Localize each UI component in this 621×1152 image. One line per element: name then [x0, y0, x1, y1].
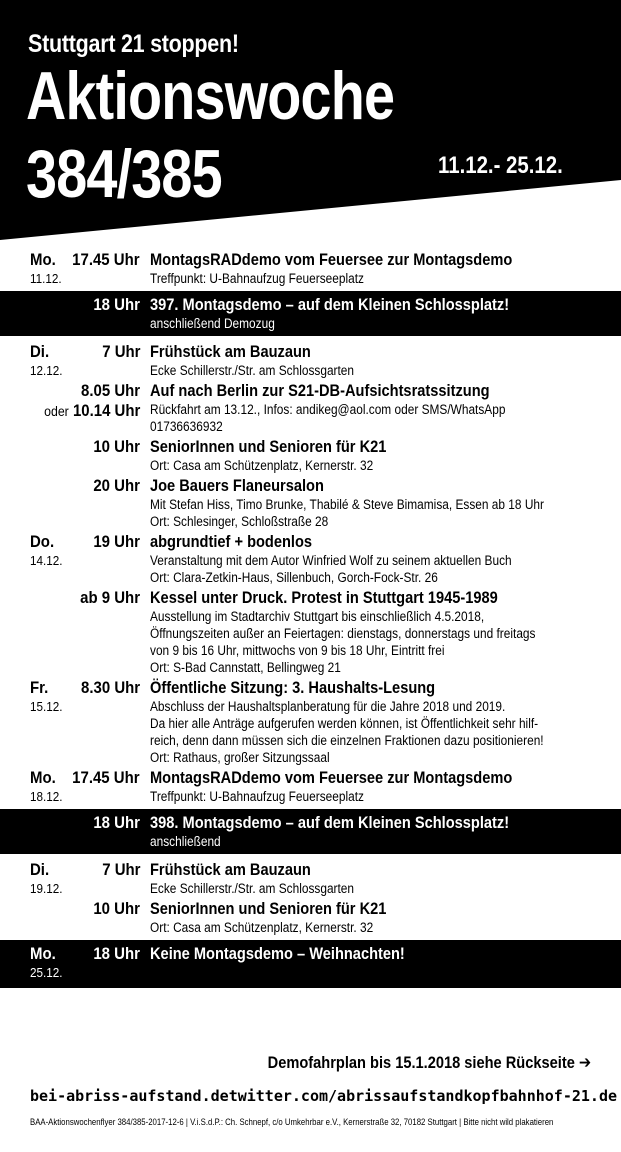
- event-when: [0, 899, 150, 936]
- event-row: [0, 678, 621, 768]
- event-details: [150, 437, 621, 474]
- footer-link-twitter[interactable]: twitter.com/abrissaufstand: [228, 1087, 464, 1105]
- event-date: 12.12.: [30, 363, 63, 378]
- event-title: MontagsRADdemo vom Feuersee zur Montagsdemo: [150, 768, 513, 787]
- event-when: [0, 476, 150, 530]
- event-when: [0, 437, 150, 474]
- header-dates: 11.12.- 25.12.: [438, 152, 563, 179]
- header-banner: [0, 0, 621, 240]
- event-title: Frühstück am Bauzaun: [150, 860, 311, 879]
- footer-links: [30, 1087, 618, 1105]
- event-when: [0, 342, 150, 379]
- event-when: [0, 381, 150, 435]
- event-title: abgrundtief + bodenlos: [150, 532, 313, 551]
- event-time: 20 Uhr: [93, 476, 140, 495]
- event-day: Di.: [30, 342, 50, 361]
- event-time-value: 10.14 Uhr: [72, 401, 140, 420]
- event-details: [150, 250, 621, 287]
- event-row: [0, 250, 621, 289]
- event-row: [0, 342, 621, 381]
- event-time: 7 Uhr: [101, 860, 140, 879]
- event-title: Keine Montagsdemo – Weihnachten!: [150, 944, 405, 963]
- event-row: [0, 860, 621, 899]
- event-description-line: Treffpunkt: U-Bahnaufzug Feuerseeplatz: [150, 271, 364, 286]
- event-date: 14.12.: [30, 553, 63, 568]
- event-details: [150, 342, 621, 379]
- event-when: [0, 532, 150, 586]
- event-time: 18 Uhr: [93, 944, 140, 963]
- event-details: [150, 381, 621, 435]
- event-when: [0, 860, 150, 897]
- event-when: [0, 944, 150, 984]
- event-row: [0, 532, 621, 588]
- event-description-line: Ausstellung im Stadtarchiv Stuttgart bis einschließlich 4.5.2018,: [150, 609, 485, 624]
- event-details: [150, 476, 621, 530]
- event-title: Joe Bauers Flaneursalon: [150, 476, 324, 495]
- event-description-line: Ecke Schillerstr./Str. am Schlossgarten: [150, 881, 355, 896]
- event-details: [150, 678, 621, 766]
- event-description-line: Mit Stefan Hiss, Timo Brunke, Thabilé & Steve Bimamisa, Essen ab 18 Uhr: [150, 497, 544, 512]
- event-time: 7 Uhr: [101, 342, 140, 361]
- event-details: [150, 860, 621, 897]
- event-title: MontagsRADdemo vom Feuersee zur Montagsdemo: [150, 250, 513, 269]
- event-time-alt: [44, 401, 140, 421]
- event-row: [0, 291, 621, 336]
- event-description-line: Öffnungszeiten außer an Feiertagen: dienstags, donnerstags und freitags: [150, 626, 536, 641]
- event-description-line: Ort: Casa am Schützenplatz, Kernerstr. 32: [150, 920, 374, 935]
- event-details: [150, 295, 621, 332]
- footer-link-website[interactable]: bei-abriss-aufstand.de: [30, 1087, 229, 1105]
- event-title: Frühstück am Bauzaun: [150, 342, 311, 361]
- event-row: [0, 809, 621, 854]
- event-day: Fr.: [30, 678, 49, 697]
- event-when: [0, 250, 150, 287]
- event-row: [0, 476, 621, 532]
- event-description-line: von 9 bis 16 Uhr, mittwochs von 9 bis 18 Uhr, Eintritt frei: [150, 643, 445, 658]
- event-description-line: Veranstaltung mit dem Autor Winfried Wolf zu seinem aktuellen Buch: [150, 553, 512, 568]
- event-title: Auf nach Berlin zur S21-DB-Aufsichtsratssitzung: [150, 381, 490, 400]
- event-when: [0, 813, 150, 850]
- event-when: [0, 295, 150, 332]
- event-title: Öffentliche Sitzung: 3. Haushalts-Lesung: [150, 678, 436, 697]
- event-description-line: Ort: Schlesinger, Schloßstraße 28: [150, 514, 329, 529]
- event-details: [150, 944, 621, 984]
- event-description-line: Ort: S-Bad Cannstatt, Bellingweg 21: [150, 660, 341, 675]
- event-title: 397. Montagsdemo – auf dem Kleinen Schlossplatz!: [150, 295, 510, 314]
- event-day: Mo.: [30, 250, 56, 269]
- event-description-line: Ort: Rathaus, großer Sitzungssaal: [150, 750, 330, 765]
- event-title: Kessel unter Druck. Protest in Stuttgart 1945-1989: [150, 588, 498, 607]
- event-date: 15.12.: [30, 699, 63, 714]
- event-when: [0, 768, 150, 805]
- event-title: 398. Montagsdemo – auf dem Kleinen Schlossplatz!: [150, 813, 510, 832]
- event-day: Di.: [30, 860, 50, 879]
- event-spacer: [150, 964, 611, 984]
- event-time: 10 Uhr: [93, 899, 140, 918]
- event-when: [0, 678, 150, 766]
- header-title: Aktionswoche: [26, 58, 395, 134]
- event-details: [150, 768, 621, 805]
- event-time: 17.45 Uhr: [72, 250, 140, 269]
- event-list: [0, 250, 621, 994]
- event-description-line: Ort: Casa am Schützenplatz, Kernerstr. 32: [150, 458, 374, 473]
- event-description-line: Abschluss der Haushaltsplanberatung für die Jahre 2018 und 2019.: [150, 699, 506, 714]
- event-row: [0, 940, 621, 988]
- event-time: 18 Uhr: [93, 295, 140, 314]
- event-date: 25.12.: [30, 965, 63, 980]
- event-description-line: Treffpunkt: U-Bahnaufzug Feuerseeplatz: [150, 789, 364, 804]
- event-time-prefix: oder: [43, 403, 69, 419]
- event-date: 18.12.: [30, 789, 63, 804]
- event-time: 8.30 Uhr: [80, 678, 140, 697]
- event-description-line: Ort: Clara-Zetkin-Haus, Sillenbuch, Gorch-Fock-Str. 26: [150, 570, 438, 585]
- event-row: [0, 381, 621, 437]
- footer-link-kopfbahnhof[interactable]: kopfbahnhof-21.de: [463, 1087, 618, 1105]
- event-details: [150, 899, 621, 936]
- event-day: Do.: [30, 532, 55, 551]
- event-details: [150, 588, 621, 676]
- event-details: [150, 532, 621, 586]
- imprint: BAA-Aktionswochenflyer 384/385-2017-12-6 | V.i.S.d.P.: Ch. Schnepf, c/o Umkehrbar e.V., Kernerstraße 32, 70182 Stuttgart | Bitte nicht wild plakatieren: [30, 1117, 554, 1128]
- event-time: ab 9 Uhr: [80, 588, 140, 607]
- event-description-line: 01736636932: [150, 419, 223, 434]
- header-number: 384/385: [26, 136, 222, 212]
- event-day: Mo.: [30, 768, 56, 787]
- event-time: 17.45 Uhr: [72, 768, 140, 787]
- event-row: [0, 437, 621, 476]
- event-description-line: anschließend: [150, 834, 221, 849]
- event-description-line: anschließend Demozug: [150, 316, 275, 331]
- event-time: 8.05 Uhr: [80, 381, 140, 400]
- event-description-line: reich, denn dann müssen sich die einzelnen Fraktionen dazu positionieren!: [150, 733, 544, 748]
- header-kicker: Stuttgart 21 stoppen!: [28, 30, 239, 58]
- event-row: [0, 588, 621, 678]
- event-date: 11.12.: [30, 271, 62, 286]
- event-time: 10 Uhr: [93, 437, 140, 456]
- event-time: 19 Uhr: [93, 532, 140, 551]
- event-when: [0, 588, 150, 676]
- event-description-line: Ecke Schillerstr./Str. am Schlossgarten: [150, 363, 355, 378]
- event-description-line: Rückfahrt am 13.12., Infos: andikeg@aol.com oder SMS/WhatsApp: [150, 402, 506, 417]
- event-row: [0, 899, 621, 938]
- footer-cta-link[interactable]: Demofahrplan bis 15.1.2018 siehe Rückseite ➔: [267, 1053, 591, 1072]
- event-day: Mo.: [30, 944, 56, 963]
- event-title: SeniorInnen und Senioren für K21: [150, 899, 387, 918]
- event-title: SeniorInnen und Senioren für K21: [150, 437, 387, 456]
- event-time: 18 Uhr: [93, 813, 140, 832]
- event-details: [150, 813, 621, 850]
- event-description-line: Da hier alle Anträge aufgerufen werden können, ist Öffentlichkeit sehr hilf-: [150, 716, 539, 731]
- event-row: [0, 768, 621, 807]
- event-date: 19.12.: [30, 881, 63, 896]
